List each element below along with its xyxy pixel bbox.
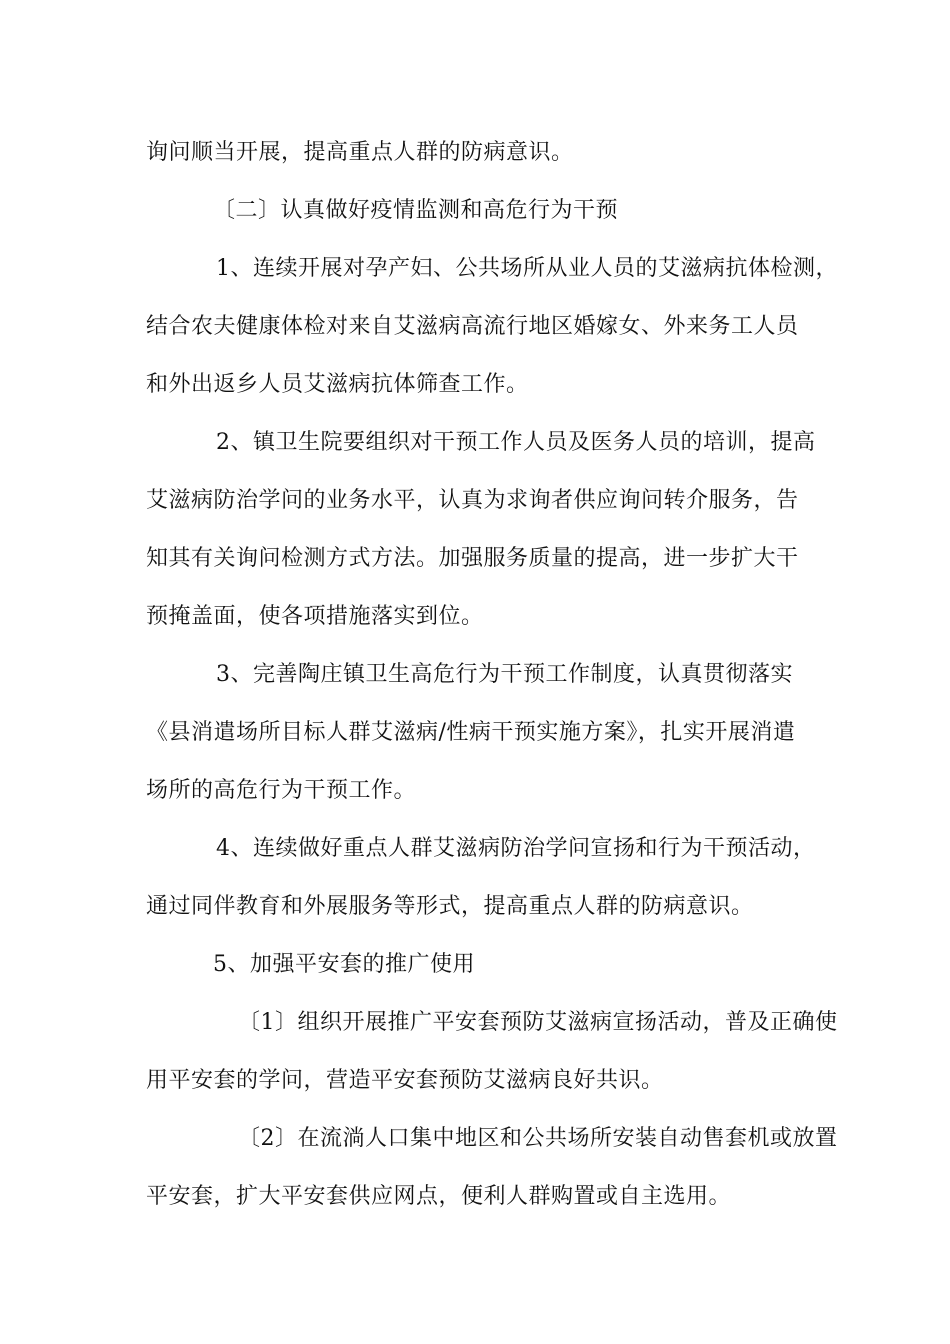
text-line: 1、连续开展对孕产妇、公共场所从业人员的艾滋病抗体检测， <box>216 256 838 281</box>
text-line: 3、完善陶庄镇卫生高危行为干预工作制度，认真贯彻落实 <box>216 662 793 687</box>
section-heading: 〔二〕认真做好疫情监测和高危行为干预 <box>213 198 619 223</box>
text-line: 〔1〕组织开展推广平安套预防艾滋病宣扬活动，普及正确使 <box>238 1010 838 1035</box>
text-line: 和外出返乡人员艾滋病抗体筛查工作。 <box>146 372 529 397</box>
text-line: 艾滋病防治学问的业务水平，认真为求询者供应询问转介服务，告 <box>146 488 799 513</box>
text-line: 2、镇卫生院要组织对干预工作人员及医务人员的培训，提高 <box>216 430 816 455</box>
text-line: 〔2〕在流淌人口集中地区和公共场所安装自动售套机或放置 <box>238 1126 838 1151</box>
text-line: 通过同伴教育和外展服务等形式，提高重点人群的防病意识。 <box>146 894 754 919</box>
text-line: 平安套，扩大平安套供应网点，便利人群购置或自主选用。 <box>146 1184 732 1209</box>
text-line: 结合农夫健康体检对来自艾滋病高流行地区婚嫁女、外来务工人员 <box>146 314 799 339</box>
text-line: 知其有关询问检测方式方法。加强服务质量的提高，进一步扩大干 <box>146 546 799 571</box>
text-line: 用平安套的学问，营造平安套预防艾滋病良好共识。 <box>146 1068 664 1093</box>
text-line: 询问顺当开展，提高重点人群的防病意识。 <box>146 140 574 165</box>
text-line: 预掩盖面，使各项措施落实到位。 <box>146 604 484 629</box>
text-line: 4、连续做好重点人群艾滋病防治学问宣扬和行为干预活动， <box>216 836 816 861</box>
text-line: 5、加强平安套的推广使用 <box>213 952 475 977</box>
text-line: 《县消遣场所目标人群艾滋病/性病干预实施方案》，扎实开展消遣 <box>146 720 796 745</box>
text-line: 场所的高危行为干预工作。 <box>146 778 417 803</box>
